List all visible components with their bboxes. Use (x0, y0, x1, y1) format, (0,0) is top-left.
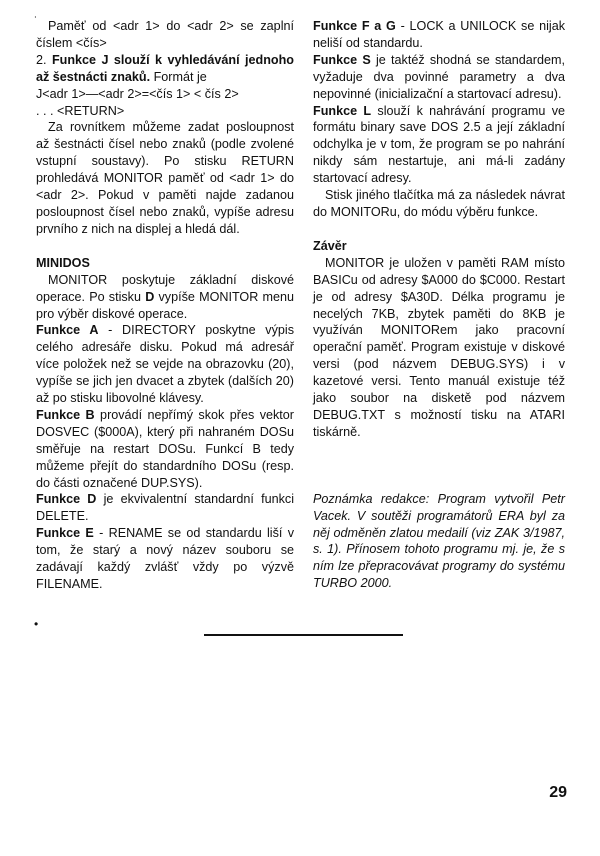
function-j-paragraph: 2. Funkce J slouží k vyhledávání jednoho až šestnácti znaků. Formát je (36, 52, 294, 84)
function-fg-paragraph: Funkce F a G - LOCK a UNILOCK se nijak neliší od standardu. (313, 19, 565, 50)
function-s-heading: Funkce S (313, 52, 371, 67)
fill-memory-paragraph: Paměť od <adr 1> do <adr 2> se zaplní číslem <čís> (36, 19, 294, 50)
horizontal-rule (204, 634, 403, 636)
function-d-paragraph: Funkce D je ekvivalentní standardní funkci DELETE. (36, 492, 294, 524)
editorial-note: Poznámka redakce: Program vytvořil Petr Vacek. V soutěži programátorů ERA byl za něj odměněn zlatou medailí (viz ZAK 3/1987, s. 1). Přínosem tohoto programu mj. je, že s ním lze přepracovávat programy do systému TURBO 2000. (313, 491, 565, 591)
section-heading-zaver: Závěr (313, 238, 347, 253)
function-e-heading: Funkce E (36, 526, 94, 541)
function-fg-heading: Funkce F a G (313, 19, 396, 33)
function-j-description: Za rovnítkem můžeme zadat posloupnost až šestnácti čísel nebo znaků (podle zvolené vstupní soustavy). Po stisku RETURN prohledává MONITOR paměť od <adr 1> do <adr 2>. Pokud v paměti najde zadanou posloupnost čísel nebo znaků, vypíše adresu prvního z nich na displej a hledá dál. (36, 120, 294, 236)
function-a-heading: Funkce A (36, 323, 99, 338)
function-j-format-line: J<adr 1>—<adr 2>=<čís 1> < čís 2> (36, 86, 239, 101)
other-key-paragraph: Stisk jiného tlačítka má za následek návrat do MONITORu, do módu výběru funkce. (313, 188, 565, 219)
left-column (36, 18, 294, 593)
minidos-intro: MONITOR poskytuje základní diskové operace. Po stisku D vypíše MONITOR menu pro výběr diskové operace. (36, 272, 295, 321)
function-l-heading: Funkce L (313, 103, 372, 118)
function-b-heading: Funkce B (36, 407, 95, 422)
function-e-paragraph: Funkce E - RENAME se od standardu liší v tom, že starý a nový název souboru se zadávají každý zvlášť vždy po výzvě FILENAME. (36, 526, 294, 591)
right-column (313, 18, 565, 592)
page-number: 29 (549, 784, 567, 801)
minidos-key: D (145, 289, 155, 304)
function-j-format-return: . . . <RETURN> (36, 103, 125, 118)
stray-mark: ˙ (34, 14, 38, 28)
stray-bullet-mark: • (34, 617, 39, 631)
function-s-paragraph: Funkce S je taktéž shodná se standardem, vyžaduje dva povinné parametry a dva nepovinné (inicializační a startovací adresu). (313, 52, 565, 101)
function-b-paragraph: Funkce B provádí nepřímý skok přes vektor DOSVEC ($000A), který při nahraném DOSu směřuje na restart DOSu. Funkcí B tedy můžeme přejít do standardního DOSu (resp. do části označené DUP.SYS). (36, 407, 294, 490)
function-a-paragraph: Funkce A - DIRECTORY poskytne výpis celého adresáře disku. Pokud má adresář více položek než se vejde na obrazovku (20), vypíše se jich jen dvacet a zbytek (dalších 20) až po stisku libovolné klávesy. (36, 323, 294, 406)
function-l-paragraph: Funkce L slouží k nahrávání programu ve formátu binary save DOS 2.5 a její základní odchylka je v tom, že program se po nahrání nikdy sám nestartuje, ani má-li zadány startovací adresy. (313, 103, 565, 186)
conclusion-paragraph: MONITOR je uložen v paměti RAM místo BASICu od adresy $A000 do $C000. Restart je od adresy $A30D. Délka programu je necelých 7KB, zbytek paměti do 8KB je využíván MONITORem jako pracovní operační paměť. Program existuje v diskové versi (pod názvem DEBUG.SYS) i v kazetové versi. Tento manuál existuje též jako soubor na disketě pod názvem DEBUG.TXT s možností tisku na ATARI tiskárně. (313, 255, 565, 439)
section-heading-minidos: MINIDOS (36, 255, 90, 270)
function-j-heading: Funkce J slouží k vyhledávání jednoho až šestnácti znaků. (36, 52, 294, 84)
function-d-heading: Funkce D (36, 492, 97, 507)
